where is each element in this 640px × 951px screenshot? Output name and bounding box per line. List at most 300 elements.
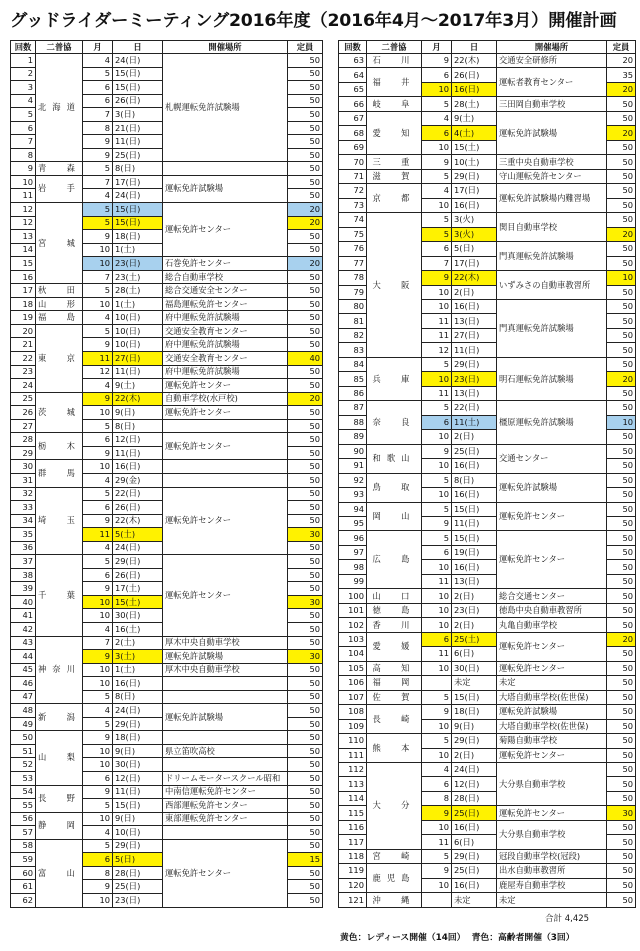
row-number: 63 [339, 54, 367, 68]
row-number: 95 [339, 517, 367, 531]
row-number: 83 [339, 343, 367, 357]
table-row [11, 731, 323, 745]
venue-cell: 冠段自動車学校(冠段) [497, 849, 607, 863]
capacity-cell: 50 [288, 135, 323, 149]
capacity-cell: 50 [607, 893, 636, 908]
day-cell: 1(土) [113, 663, 163, 677]
capacity-cell: 50 [607, 430, 636, 444]
day-cell: 21(日) [113, 121, 163, 135]
table-row [339, 111, 636, 125]
row-number: 117 [339, 835, 367, 849]
capacity-cell: 40 [288, 352, 323, 366]
table-row [339, 690, 636, 704]
day-cell: 5(日) [452, 242, 497, 256]
venue-cell: 厚木中央自動車学校 [163, 636, 288, 650]
table-row [339, 849, 636, 863]
table-row [11, 704, 323, 718]
prefecture-cell: 徳 島 [367, 603, 422, 617]
venue-cell: 西部運転免許センター [163, 799, 288, 813]
capacity-cell: 50 [288, 406, 323, 420]
table-row [11, 433, 323, 447]
month-cell: 5 [422, 357, 452, 371]
color-legend [340, 930, 635, 943]
day-cell: 9(日) [113, 744, 163, 758]
venue-cell: 自動車学校(水戸校) [163, 392, 288, 406]
table-row [11, 812, 323, 826]
month-cell: 7 [83, 108, 113, 122]
capacity-cell: 50 [288, 677, 323, 691]
row-number: 55 [11, 799, 36, 813]
capacity-cell: 50 [288, 717, 323, 731]
row-number: 23 [11, 365, 36, 379]
capacity-cell: 50 [288, 514, 323, 528]
day-cell: 15(日) [113, 67, 163, 81]
prefecture-cell: 奈 良 [367, 401, 422, 444]
day-cell: 24(日) [113, 541, 163, 555]
table-row [339, 589, 636, 603]
row-number: 98 [339, 560, 367, 574]
table-row [11, 311, 323, 325]
month-cell: 5 [83, 67, 113, 81]
day-cell: 11(日) [113, 365, 163, 379]
venue-cell: 厚木中央自動車学校 [163, 663, 288, 677]
row-number: 58 [11, 839, 36, 853]
row-number: 94 [339, 502, 367, 516]
prefecture-cell: 和歌山 [367, 444, 422, 473]
capacity-cell: 50 [607, 560, 636, 574]
row-number: 57 [11, 826, 36, 840]
venue-cell: 運転免許試験場 [497, 705, 607, 719]
capacity-cell: 50 [607, 820, 636, 834]
month-cell: 11 [422, 328, 452, 342]
capacity-cell: 50 [288, 338, 323, 352]
venue-cell: 運転免許センター [497, 748, 607, 762]
day-cell: 22(木) [113, 392, 163, 406]
venue-cell: ドリームモータースクール昭和 [163, 771, 288, 785]
capacity-cell: 50 [288, 758, 323, 772]
table-row [339, 213, 636, 227]
capacity-cell: 30 [288, 528, 323, 542]
venue-cell [163, 690, 288, 704]
day-cell: 29(日) [113, 555, 163, 569]
venue-cell [163, 460, 288, 474]
capacity-cell: 20 [607, 126, 636, 140]
month-cell: 10 [422, 140, 452, 154]
venue-cell: 運転免許試験場 [163, 175, 288, 202]
row-number: 35 [11, 528, 36, 542]
month-cell: 10 [422, 299, 452, 313]
capacity-cell: 15 [288, 853, 323, 867]
day-cell: 4(土) [452, 126, 497, 140]
prefecture-cell: 長 崎 [367, 705, 422, 734]
prefecture-cell: 兵 庫 [367, 357, 422, 400]
row-number: 61 [11, 880, 36, 894]
month-cell: 6 [83, 771, 113, 785]
capacity-cell: 30 [288, 595, 323, 609]
month-cell: 5 [83, 216, 113, 230]
row-number: 110 [339, 734, 367, 748]
venue-cell: 運転免許試験場内難習場 [497, 184, 607, 213]
venue-cell: 交通センター [497, 444, 607, 473]
month-cell: 5 [422, 690, 452, 704]
month-cell: 10 [422, 82, 452, 96]
capacity-cell: 20 [607, 82, 636, 96]
capacity-cell: 50 [288, 379, 323, 393]
table-row [339, 603, 636, 617]
capacity-cell: 50 [607, 690, 636, 704]
month-cell: 11 [83, 528, 113, 542]
day-cell: 3(土) [113, 650, 163, 664]
day-cell: 16(日) [113, 677, 163, 691]
row-number: 11 [11, 189, 36, 203]
day-cell: 19(日) [452, 545, 497, 559]
prefecture-cell: 福 島 [36, 311, 83, 325]
day-cell: 15(日) [113, 799, 163, 813]
row-number: 13 [11, 230, 36, 244]
month-cell: 9 [422, 806, 452, 820]
month-cell: 9 [83, 650, 113, 664]
day-cell: 30(日) [113, 758, 163, 772]
day-cell: 16(日) [452, 82, 497, 96]
day-cell: 13(日) [452, 386, 497, 400]
table-row [11, 487, 323, 501]
capacity-cell: 50 [607, 357, 636, 371]
prefecture-cell: 熊 本 [367, 734, 422, 763]
capacity-cell: 20 [607, 54, 636, 68]
header-no: 回数 [339, 41, 367, 54]
capacity-cell: 20 [288, 203, 323, 217]
capacity-cell: 50 [607, 791, 636, 805]
day-cell: 15(日) [113, 81, 163, 95]
day-cell: 9(土) [452, 111, 497, 125]
row-number: 28 [11, 433, 36, 447]
row-number: 65 [339, 82, 367, 96]
row-number: 26 [11, 406, 36, 420]
prefecture-cell: 岐 阜 [367, 97, 422, 111]
month-cell: 6 [422, 68, 452, 82]
month-cell: 11 [422, 314, 452, 328]
venue-cell: 関目自動車学校 [497, 213, 607, 242]
capacity-cell: 50 [288, 866, 323, 880]
venue-cell: 運転免許センター [497, 661, 607, 675]
prefecture-cell: 富 山 [36, 839, 83, 907]
venue-cell: 橿原運転免許試験場 [497, 401, 607, 444]
capacity-cell: 50 [288, 487, 323, 501]
capacity-cell: 50 [607, 140, 636, 154]
table-row [11, 54, 323, 68]
day-cell: 24(日) [113, 704, 163, 718]
row-number: 17 [11, 284, 36, 298]
day-cell: 16(土) [113, 622, 163, 636]
month-cell: 4 [422, 762, 452, 776]
legend-yellow: 黄色：レディース開催（14回） [340, 933, 466, 943]
month-cell: 5 [83, 799, 113, 813]
day-cell: 18(日) [113, 230, 163, 244]
prefecture-cell: 岡 山 [367, 502, 422, 531]
row-number: 99 [339, 574, 367, 588]
month-cell: 5 [422, 473, 452, 487]
month-cell: 9 [83, 392, 113, 406]
venue-cell: 運転免許試験場 [497, 473, 607, 502]
month-cell: 4 [83, 826, 113, 840]
venue-cell: 交通安全教育センター [163, 324, 288, 338]
header-venue: 開催場所 [163, 41, 288, 54]
venue-cell: 門真運転免許試験場 [497, 299, 607, 357]
prefecture-cell: 愛 媛 [367, 632, 422, 661]
capacity-cell: 50 [607, 473, 636, 487]
capacity-cell: 50 [288, 880, 323, 894]
row-number: 5 [11, 108, 36, 122]
day-cell: 26(日) [113, 94, 163, 108]
table-row [339, 54, 636, 68]
day-cell: 24(日) [113, 54, 163, 68]
table-row [339, 68, 636, 82]
row-number: 38 [11, 568, 36, 582]
month-cell [422, 676, 452, 690]
capacity-cell: 50 [607, 386, 636, 400]
month-cell: 10 [83, 663, 113, 677]
table-row [339, 184, 636, 198]
total-label: 合計 [545, 914, 563, 924]
month-cell: 4 [83, 473, 113, 487]
venue-cell: 運転者教育センター [497, 68, 607, 97]
day-cell: 29(日) [452, 849, 497, 863]
capacity-cell: 50 [288, 94, 323, 108]
row-number: 112 [339, 762, 367, 776]
header-month: 月 [83, 41, 113, 54]
month-cell: 9 [83, 446, 113, 460]
capacity-cell: 30 [607, 806, 636, 820]
venue-cell: 丸亀自動車学校 [497, 618, 607, 632]
day-cell: 15(日) [113, 216, 163, 230]
month-cell: 9 [422, 54, 452, 68]
capacity-cell: 10 [607, 415, 636, 429]
prefecture-cell: 秋 田 [36, 284, 83, 298]
prefecture-cell: 鹿児島 [367, 864, 422, 893]
day-cell: 9(日) [452, 719, 497, 733]
venue-cell: 県立笛吹高校 [163, 744, 288, 758]
month-cell: 10 [422, 430, 452, 444]
month-cell: 4 [422, 111, 452, 125]
month-cell: 4 [422, 184, 452, 198]
row-number: 7 [11, 135, 36, 149]
prefecture-cell: 新 潟 [36, 704, 83, 731]
day-cell: 27(日) [452, 328, 497, 342]
prefecture-cell: 山 梨 [36, 731, 83, 785]
day-cell: 22(木) [452, 54, 497, 68]
venue-cell: 福島運転免許センター [163, 297, 288, 311]
venue-cell: 大塔自動車学校(佐世保) [497, 719, 607, 733]
day-cell: 29(日) [452, 357, 497, 371]
row-number: 97 [339, 545, 367, 559]
capacity-cell: 50 [288, 230, 323, 244]
day-cell: 17(日) [113, 175, 163, 189]
day-cell: 25(日) [452, 864, 497, 878]
month-cell: 6 [83, 81, 113, 95]
day-cell: 25(日) [452, 806, 497, 820]
day-cell: 11(日) [113, 135, 163, 149]
capacity-cell: 50 [607, 661, 636, 675]
row-number: 79 [339, 285, 367, 299]
capacity-cell: 50 [607, 401, 636, 415]
month-cell: 10 [83, 406, 113, 420]
day-cell: 26(日) [113, 568, 163, 582]
month-cell [422, 893, 452, 908]
month-cell: 10 [422, 459, 452, 473]
day-cell: 29(日) [113, 717, 163, 731]
prefecture-cell: 香 川 [367, 618, 422, 632]
month-cell: 6 [83, 501, 113, 515]
month-cell: 6 [83, 568, 113, 582]
capacity-cell: 50 [607, 647, 636, 661]
row-number: 118 [339, 849, 367, 863]
table-row [11, 175, 323, 189]
day-cell: 29(日) [113, 839, 163, 853]
table-row [11, 555, 323, 569]
row-number: 16 [11, 270, 36, 284]
day-cell: 2(日) [452, 748, 497, 762]
row-number: 66 [339, 97, 367, 111]
prefecture-cell: 大 分 [367, 762, 422, 849]
row-number: 81 [339, 314, 367, 328]
day-cell: 16(日) [452, 488, 497, 502]
month-cell: 9 [83, 338, 113, 352]
row-number: 2 [11, 67, 36, 81]
day-cell: 23(日) [113, 257, 163, 271]
day-cell: 6(日) [452, 835, 497, 849]
row-number: 121 [339, 893, 367, 908]
month-cell: 10 [83, 744, 113, 758]
venue-cell: 未定 [497, 676, 607, 690]
prefecture-cell: 茨 城 [36, 392, 83, 433]
prefecture-cell: 静 岡 [36, 812, 83, 839]
venue-cell: 札幌運転免許試験場 [163, 54, 288, 162]
header-pref: 二普協 [36, 41, 83, 54]
table-row [339, 632, 636, 646]
venue-cell: いずみさの自動車教習所 [497, 271, 607, 300]
month-cell: 8 [83, 121, 113, 135]
prefecture-cell: 岩 手 [36, 175, 83, 202]
row-number: 96 [339, 531, 367, 545]
month-cell: 10 [83, 758, 113, 772]
month-cell: 9 [83, 880, 113, 894]
row-number: 64 [339, 68, 367, 82]
day-cell: 10(日) [113, 338, 163, 352]
day-cell: 28(日) [113, 866, 163, 880]
venue-cell: 運転免許試験場 [497, 111, 607, 154]
capacity-cell: 50 [607, 256, 636, 270]
day-cell: 11(日) [113, 446, 163, 460]
day-cell: 15(日) [452, 690, 497, 704]
month-cell: 5 [422, 401, 452, 415]
venue-cell: 運転免許センター [163, 406, 288, 420]
capacity-cell: 50 [288, 622, 323, 636]
day-cell: 28(土) [113, 284, 163, 298]
table-row [11, 324, 323, 338]
day-cell: 24(日) [113, 189, 163, 203]
month-cell: 12 [422, 343, 452, 357]
month-cell: 10 [422, 878, 452, 892]
venue-cell [163, 677, 288, 691]
month-cell: 6 [83, 94, 113, 108]
month-cell: 10 [83, 257, 113, 271]
row-number: 41 [11, 609, 36, 623]
venue-cell [163, 731, 288, 745]
row-number: 85 [339, 372, 367, 386]
month-cell: 5 [83, 717, 113, 731]
row-number: 42 [11, 622, 36, 636]
venue-cell: 大塔自動車学校(佐世保) [497, 690, 607, 704]
day-cell: 16(日) [452, 459, 497, 473]
venue-cell: 府中運転免許試験場 [163, 338, 288, 352]
day-cell: 8(日) [113, 690, 163, 704]
day-cell: 13(日) [452, 314, 497, 328]
capacity-cell: 50 [288, 189, 323, 203]
venue-cell: 運転免許センター [497, 531, 607, 589]
day-cell: 23(日) [113, 893, 163, 907]
row-number: 73 [339, 198, 367, 212]
month-cell: 5 [422, 97, 452, 111]
month-cell: 5 [422, 502, 452, 516]
month-cell: 9 [422, 517, 452, 531]
row-number: 103 [339, 632, 367, 646]
day-cell: 15(日) [452, 531, 497, 545]
month-cell: 11 [422, 386, 452, 400]
venue-cell: 運転免許試験場 [163, 650, 288, 664]
capacity-cell: 50 [288, 162, 323, 176]
month-cell: 6 [83, 433, 113, 447]
capacity-cell: 50 [288, 148, 323, 162]
prefecture-cell: 愛 知 [367, 111, 422, 154]
month-cell: 10 [83, 297, 113, 311]
capacity-cell: 50 [607, 762, 636, 776]
day-cell: 17(日) [452, 184, 497, 198]
row-number: 40 [11, 595, 36, 609]
table-row [339, 502, 636, 516]
capacity-cell: 30 [288, 650, 323, 664]
row-number: 10 [11, 175, 36, 189]
month-cell: 7 [422, 256, 452, 270]
month-cell: 5 [83, 203, 113, 217]
day-cell: 28(日) [452, 791, 497, 805]
capacity-cell: 50 [288, 419, 323, 433]
table-row [339, 705, 636, 719]
venue-cell: 運転免許センター [163, 433, 288, 460]
capacity-cell: 50 [288, 501, 323, 515]
total-value: 4,425 [564, 914, 590, 924]
row-number: 33 [11, 501, 36, 515]
capacity-cell: 50 [288, 270, 323, 284]
day-cell: 29(金) [113, 473, 163, 487]
capacity-cell: 50 [607, 184, 636, 198]
capacity-cell: 50 [288, 175, 323, 189]
month-cell: 4 [83, 622, 113, 636]
day-cell: 1(土) [113, 297, 163, 311]
capacity-cell: 50 [288, 324, 323, 338]
capacity-cell: 20 [607, 372, 636, 386]
prefecture-cell: 神奈川 [36, 636, 83, 704]
capacity-cell: 50 [288, 473, 323, 487]
day-cell: 3(火) [452, 227, 497, 241]
day-cell: 10(日) [113, 826, 163, 840]
header-no: 回数 [11, 41, 36, 54]
day-cell: 11(日) [452, 343, 497, 357]
row-number: 76 [339, 242, 367, 256]
month-cell: 9 [422, 864, 452, 878]
capacity-cell: 50 [288, 446, 323, 460]
row-number: 87 [339, 401, 367, 415]
day-cell: 24(日) [452, 762, 497, 776]
